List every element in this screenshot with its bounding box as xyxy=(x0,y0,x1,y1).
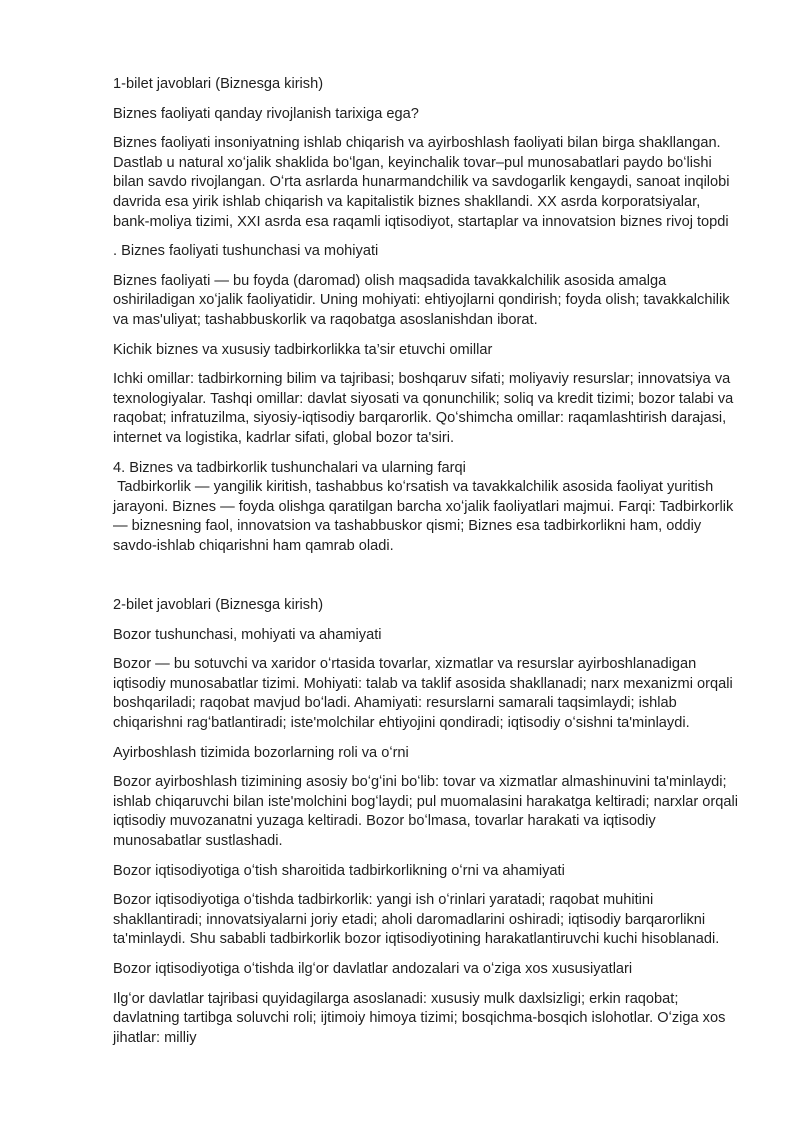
paragraph-advanced-countries: Ilgʻor davlatlar tajribasi quyidagilarga asoslanadi: xususiy mulk daxlsizligi; erkin raqobat; davlatning tartibga soluvchi roli; ijtimoiy himoya tizimi; bosqichma-bosqich islohotlar. Oʻziga xos jihatlar: milliy xyxy=(113,990,730,1046)
paragraph-small-business-factors: Ichki omillar: tadbirkorning bilim va tajribasi; boshqaruv sifati; moliyaviy resurslar; innovatsiya va texnologiyalar. Tashqi omillar: davlat siyosati va qonunchilik; soliq va kredit tizimi; bozor talabi va raqobat; infratuzilma, siyosiy-iqtisodiy barqarorlik. Qoʻshimcha omillar: raqamlashtirish darajasi, internet va logistika, kadrlar sifati, global bozor ta'siri. xyxy=(113,371,738,446)
heading-small-business-factors: Kichik biznes va xususiy tadbirkorlikka ta’sir etuvchi omillar xyxy=(113,341,493,358)
blank-line xyxy=(113,566,740,586)
heading-market-concept: Bozor tushunchasi, mohiyati va ahamiyati xyxy=(113,626,382,643)
heading-bilet-1: 1-bilet javoblari (Biznesga kirish) xyxy=(113,76,324,92)
paragraph-market-exchange-role: Bozor ayirboshlash tizimining asosiy boʻgʻini boʻlib: tovar va xizmatlar almashinuvini ta'minlaydi; ishlab chiqaruvchi bilan iste'molchini bogʻlaydi; pul muomalasini harakatga keltiradi; narxlar orqali iqtisodiy muvozanatni yuzaga keltiradi. Bozor boʻlmasa, tovarlar harakati va iqtisodiy munosabatlar sustlashadi. xyxy=(113,774,743,849)
heading-transition-entrepreneurship: Bozor iqtisodiyotiga oʻtish sharoitida tadbirkorlikning oʻrni va ahamiyati xyxy=(113,862,565,879)
heading-business-concept: . Biznes faoliyati tushunchasi va mohiyati xyxy=(113,243,379,260)
paragraph-business-vs-entrepreneurship: Tadbirkorlik — yangilik kiritish, tashabbus koʻrsatish va tavakkalchilik asosida faoliyat yuritish jarayoni. Biznes — foyda olishga qaratilgan barcha xoʻjalik faoliyatlari majmui. Farqi: Tadbirkorlik — biznesning faol, innovatsion va tashabbuskor qismi; Biznes esa tadbirkorlikni ham, oddiy savdo-ishlab chiqarishni ham qamrab oladi. xyxy=(113,479,738,554)
paragraph-transition-entrepreneurship: Bozor iqtisodiyotiga oʻtishda tadbirkorlik: yangi ish oʻrinlari yaratadi; raqobat muhitini shakllantiradi; innovatsiyalarni joriy etadi; aholi daromadlarini oshiradi; iqtisodiy barqarorlikni ta'minlaydi. Shu sababli tadbirkorlik bozor iqtisodiyotining harakatlantiruvchi kuchi hisoblanadi. xyxy=(113,892,720,948)
document-body xyxy=(113,75,743,1058)
heading-advanced-countries: Bozor iqtisodiyotiga oʻtishda ilgʻor davlatlar andozalari va oʻziga xos xususiyatlari xyxy=(113,960,633,977)
heading-bilet-2: 2-bilet javoblari (Biznesga kirish) xyxy=(113,597,324,614)
heading-question-business-history: Biznes faoliyati qanday rivojlanish tarixiga ega? xyxy=(113,105,419,122)
paragraph-business-concept: Biznes faoliyati — bu foyda (daromad) olish maqsadida tavakkalchilik asosida amalga oshiriladigan xoʻjalik faoliyatidir. Uning mohiyati: ehtiyojlarni qondirish; foyda olish; tavakkalchilik va mas'uliyat; tashabbuskorlik va raqobatga asoslanishdan iborat. xyxy=(113,272,734,328)
heading-market-exchange-role: Ayirboshlash tizimida bozorlarning roli va oʻrni xyxy=(113,744,409,761)
paragraph-business-history: Biznes faoliyati insoniyatning ishlab chiqarish va ayirboshlash faoliyati bilan birga shakllangan. Dastlab u natural xoʻjalik shaklida boʻlgan, keyinchalik tovar–pul munosabatlari paydo boʻlishi bilan savdo rivojlangan. Oʻrta asrlarda hunarmandchilik va savdogarlik kengaydi, sanoat inqilobi davrida esa yirik ishlab chiqarish va kapitalistik biznes shakllandi. XX asrda korporatsiyalar, bank-moliya tizimi, XXI asrda esa raqamli iqtisodiyot, startaplar va innovatsion biznes rivoj topdi xyxy=(113,135,734,230)
heading-business-vs-entrepreneurship: 4. Biznes va tadbirkorlik tushunchalari va ularning farqi xyxy=(113,459,466,476)
paragraph-market-concept: Bozor — bu sotuvchi va xaridor oʻrtasida tovarlar, xizmatlar va resurslar ayirboshlanadigan iqtisodiy munosabatlar tizimi. Mohiyati: talab va taklif asosida shakllanadi; narx mexanizmi orqali boshqariladi; raqobat mavjud boʻladi. Ahamiyati: resurslarni samarali taqsimlaydi; ishlab chiqarishni ragʻbatlantiradi; iste'molchilar ehtiyojini qondiradi; iqtisodiy oʻsishni ta'minlaydi. xyxy=(113,656,737,732)
